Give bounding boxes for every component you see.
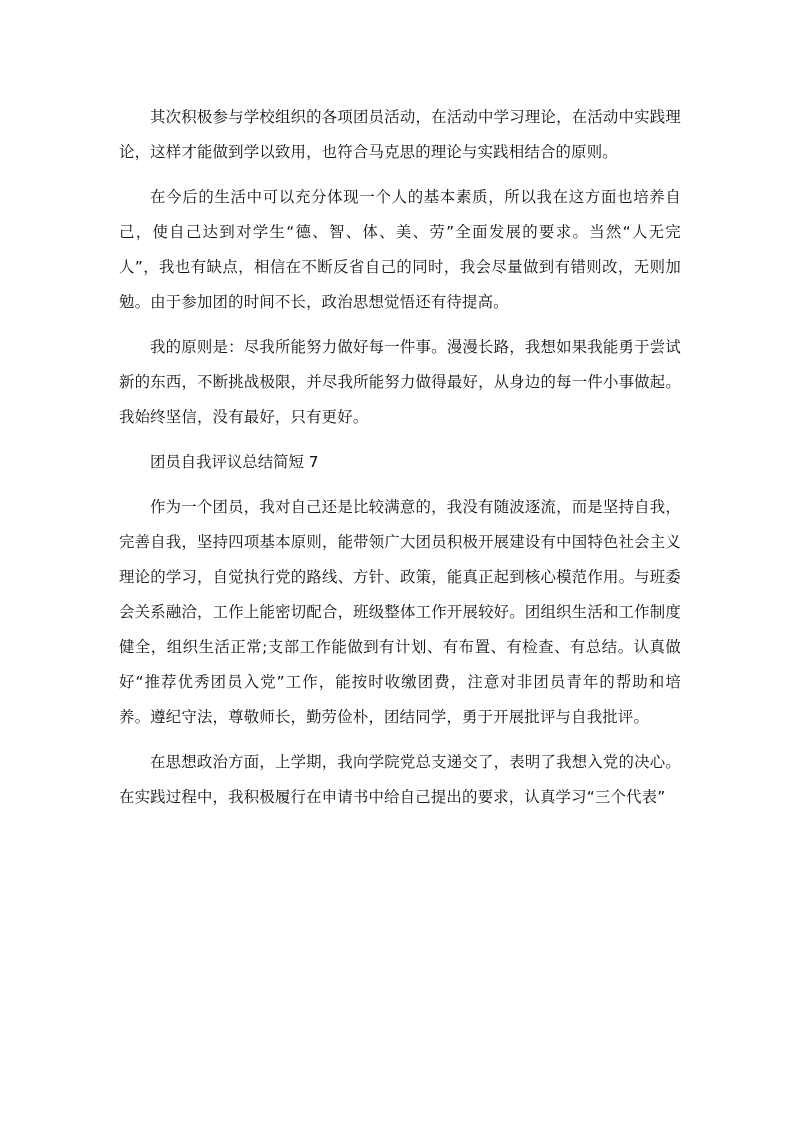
paragraph: 我的原则是：尽我所能努力做好每一件事。漫漫长路，我想如果我能勇于尝试新的东西，不断挑战极限，并尽我所能努力做得最好，从身边的每一件小事做起。我始终坚信，没有最好，只有更好。: [119, 338, 681, 426]
paragraph: 其次积极参与学校组织的各项团员活动，在活动中学习理论，在活动中实践理论，这样才能做到学以致用，也符合马克思的理论与实践相结合的原则。: [119, 108, 681, 161]
document-page: [119, 100, 681, 815]
paragraph: 在今后的生活中可以充分体现一个人的基本素质，所以我在这方面也培养自己，使自己达到对学生“德、智、体、美、劳”全面发展的要求。当然“人无完人”，我也有缺点，相信在不断反省自己的同时，我会尽量做到有错则改，无则加勉。由于参加团的时间不长，政治思想觉悟还有待提高。: [119, 188, 681, 311]
paragraph: 在思想政治方面，上学期，我向学院党总支递交了，表明了我想入党的决心。在实践过程中，我积极履行在申请书中给自己提出的要求，认真学习“三个代表”: [119, 753, 681, 806]
paragraph: 作为一个团员，我对自己还是比较满意的，我没有随波逐流，而是坚持自我，完善自我，坚持四项基本原则，能带领广大团员积极开展建设有中国特色社会主义理论的学习，自觉执行党的路线、方针、政策，能真正起到核心模范作用。与班委会关系融洽，工作上能密切配合，班级整体工作开展较好。团组织生活和工作制度健全，组织生活正常;支部工作能做到有计划、有布置、有检查、有总结。认真做好“推荐优秀团员入党”工作，能按时收缴团费，注意对非团员青年的帮助和培养。遵纪守法，尊敬师长，勤劳俭朴，团结同学，勇于开展批评与自我批评。: [119, 498, 681, 726]
section-title: 团员自我评议总结简短 7: [150, 453, 319, 471]
